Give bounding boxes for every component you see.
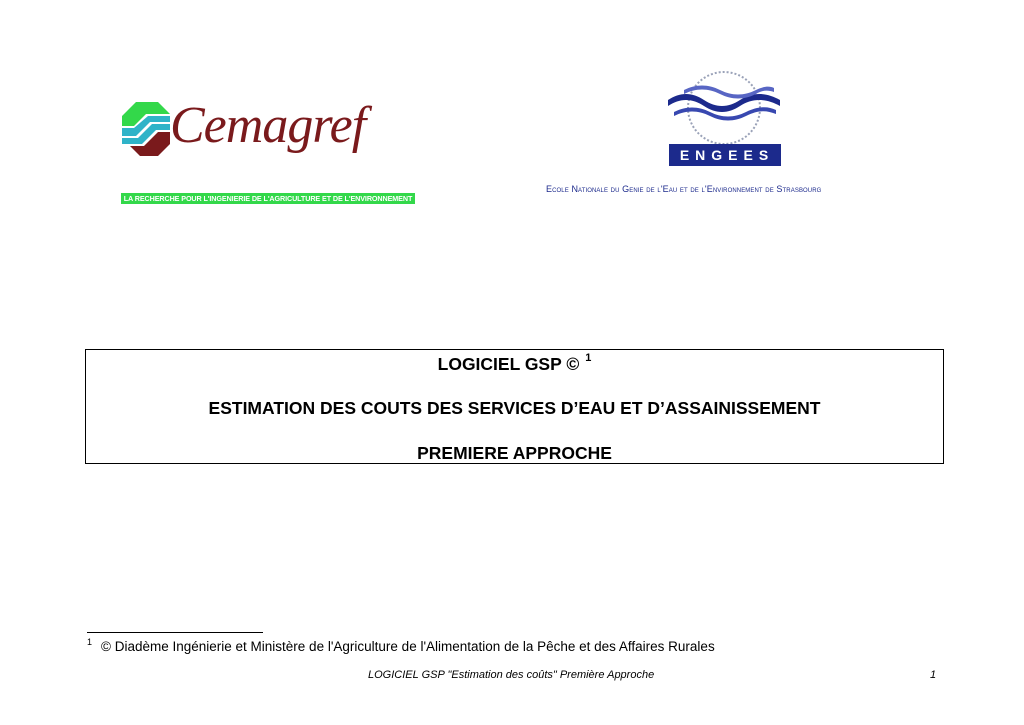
footnote-mark: 1 [87, 637, 93, 647]
page-number: 1 [930, 669, 937, 681]
engees-acronym: ENGEES [669, 144, 781, 166]
engees-waves-icon [666, 70, 782, 146]
cemagref-tagline: LA RECHERCHE POUR L'INGENIERIE DE L'AGRICULTURE ET DE L'ENVIRONNEMENT [121, 193, 415, 204]
running-footer: LOGICIEL GSP "Estimation des coûts" Première Approche [368, 669, 655, 681]
cemagref-wordmark: Cemagref [170, 97, 366, 154]
title-subject: ESTIMATION DES COUTS DES SERVICES D’EAU ET D’ASSAINISSEMENT [208, 398, 821, 418]
title-box [85, 349, 944, 464]
footnote-text: © Diadème Ingénierie et Ministère de l'Agriculture de l'Alimentation de la Pêche et des Affaires Rurales [101, 639, 715, 654]
title-approach: PREMIERE APPROCHE [417, 443, 612, 463]
title-software-name [86, 354, 943, 375]
title-software-name-text: LOGICIEL GSP © [437, 354, 580, 374]
footnote [87, 639, 715, 654]
cemagref-emblem-icon [118, 102, 174, 162]
cemagref-logo [118, 96, 366, 162]
engees-full-name: Ecole Nationale du Genie de l'Eau et de l'Environnement de Strasbourg [546, 184, 822, 194]
footnote-separator [87, 632, 263, 633]
title-footnote-ref: 1 [585, 352, 592, 364]
